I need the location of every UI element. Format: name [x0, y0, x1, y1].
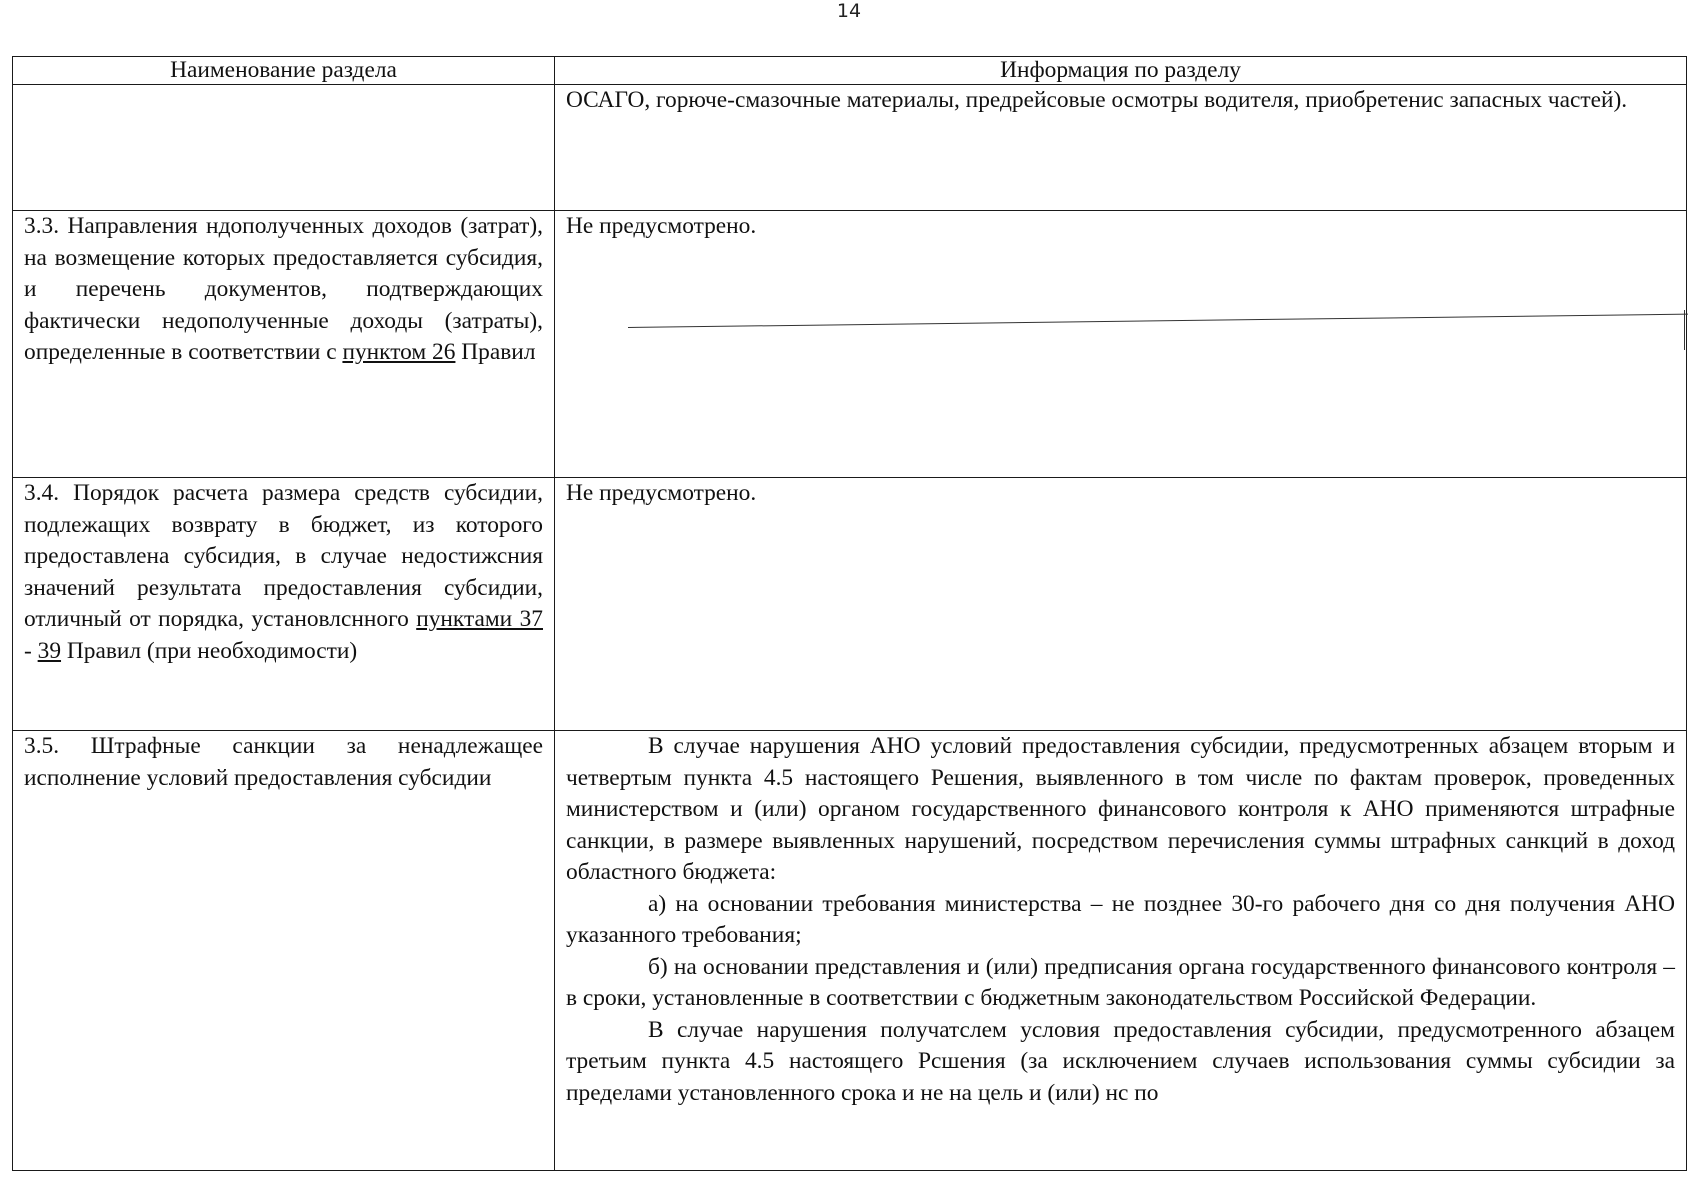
row-3-4-title — [13, 478, 555, 731]
row-3-5-paragraph-2: а) на основании требования министерства – не позднее 30-го рабочего дня со дня получения АНО указанного требования; — [566, 890, 1675, 948]
table-row-3-3 — [13, 211, 1687, 478]
row-3-4-info: Не предусмотрено. — [555, 478, 1687, 731]
row-3-5-paragraph-4: В случае нарушения получатслем условия предоставления субсидии, предусмотренного абзацем третьим пункта 4.5 настоящего Рсшения (за исключением случаев использования суммы субсидии за пределами установленного срока и не на цель и (или) нс по — [566, 1016, 1675, 1106]
table-row-3-4 — [13, 478, 1687, 731]
row-3-4-title-tail: Правил (при необходимости) — [61, 637, 358, 664]
scan-artifact-tick — [1684, 310, 1685, 350]
row-3-5-title: 3.5. Штрафные санкции за ненадлежащее исполнение условий предоставления субсидии — [13, 731, 555, 1171]
link-punkty-37[interactable]: пунктами 37 — [416, 606, 543, 632]
row-3-5-paragraph-1: В случае нарушения АНО условий предоставления субсидии, предусмотренных абзацем вторым и четвертым пункта 4.5 настоящего Решения, выявленного в том числе по фактам проверок, проведенных министерством и (или) органом государственного финансового контроля к АНО применяются штрафные санкции, в размере выявленных нарушений, посредством перечисления суммы штрафных санкций в доход областного бюджета: — [566, 733, 1675, 885]
header-section-info: Информация по разделу — [555, 57, 1687, 85]
row-3-4-title-text: 3.4. Порядок расчета размера средств субсидии, подлежащих возврату в бюджет, из которого предоставлена субсидия, в случае недостижсния значений результата предоставления субсидии, отличный от порядка, установлснного — [24, 480, 543, 632]
row-3-3-title-text: 3.3. Направления ндополученных доходов (затрат), на возмещение которых предоставляется субсидия, и перечень документов, подтверждающих фактически недополученные доходы (затраты), определенные в соответствии с — [24, 213, 543, 365]
link-punkt-26[interactable]: пунктом 26 — [342, 339, 456, 365]
continuation-cell-text: ОСАГО, горюче-смазочные материалы, предрейсовые осмотры водителя, приобретенис запасных частей). — [555, 85, 1687, 211]
table-row-3-5 — [13, 731, 1687, 1171]
link-punkt-39[interactable]: 39 — [37, 637, 62, 664]
row-3-4-title-sep: - — [24, 637, 38, 664]
page-number: 14 — [836, 0, 862, 22]
row-3-3-title — [13, 211, 555, 478]
table-header-row — [13, 57, 1687, 85]
row-3-3-title-tail: Правил — [455, 339, 536, 365]
header-section-name: Наименование раздела — [13, 57, 555, 85]
table-row-continuation — [13, 85, 1687, 211]
row-3-3-info: Не предусмотрено. — [555, 211, 1687, 478]
row-3-5-info — [555, 731, 1687, 1171]
section-info-table — [12, 56, 1687, 1171]
continuation-cell-empty — [13, 85, 555, 211]
row-3-5-paragraph-3: б) на основании представления и (или) предписания органа государственного финансового контроля – в сроки, установленные в соответствии с бюджетным законодательством Российской Федерации. — [566, 953, 1675, 1011]
